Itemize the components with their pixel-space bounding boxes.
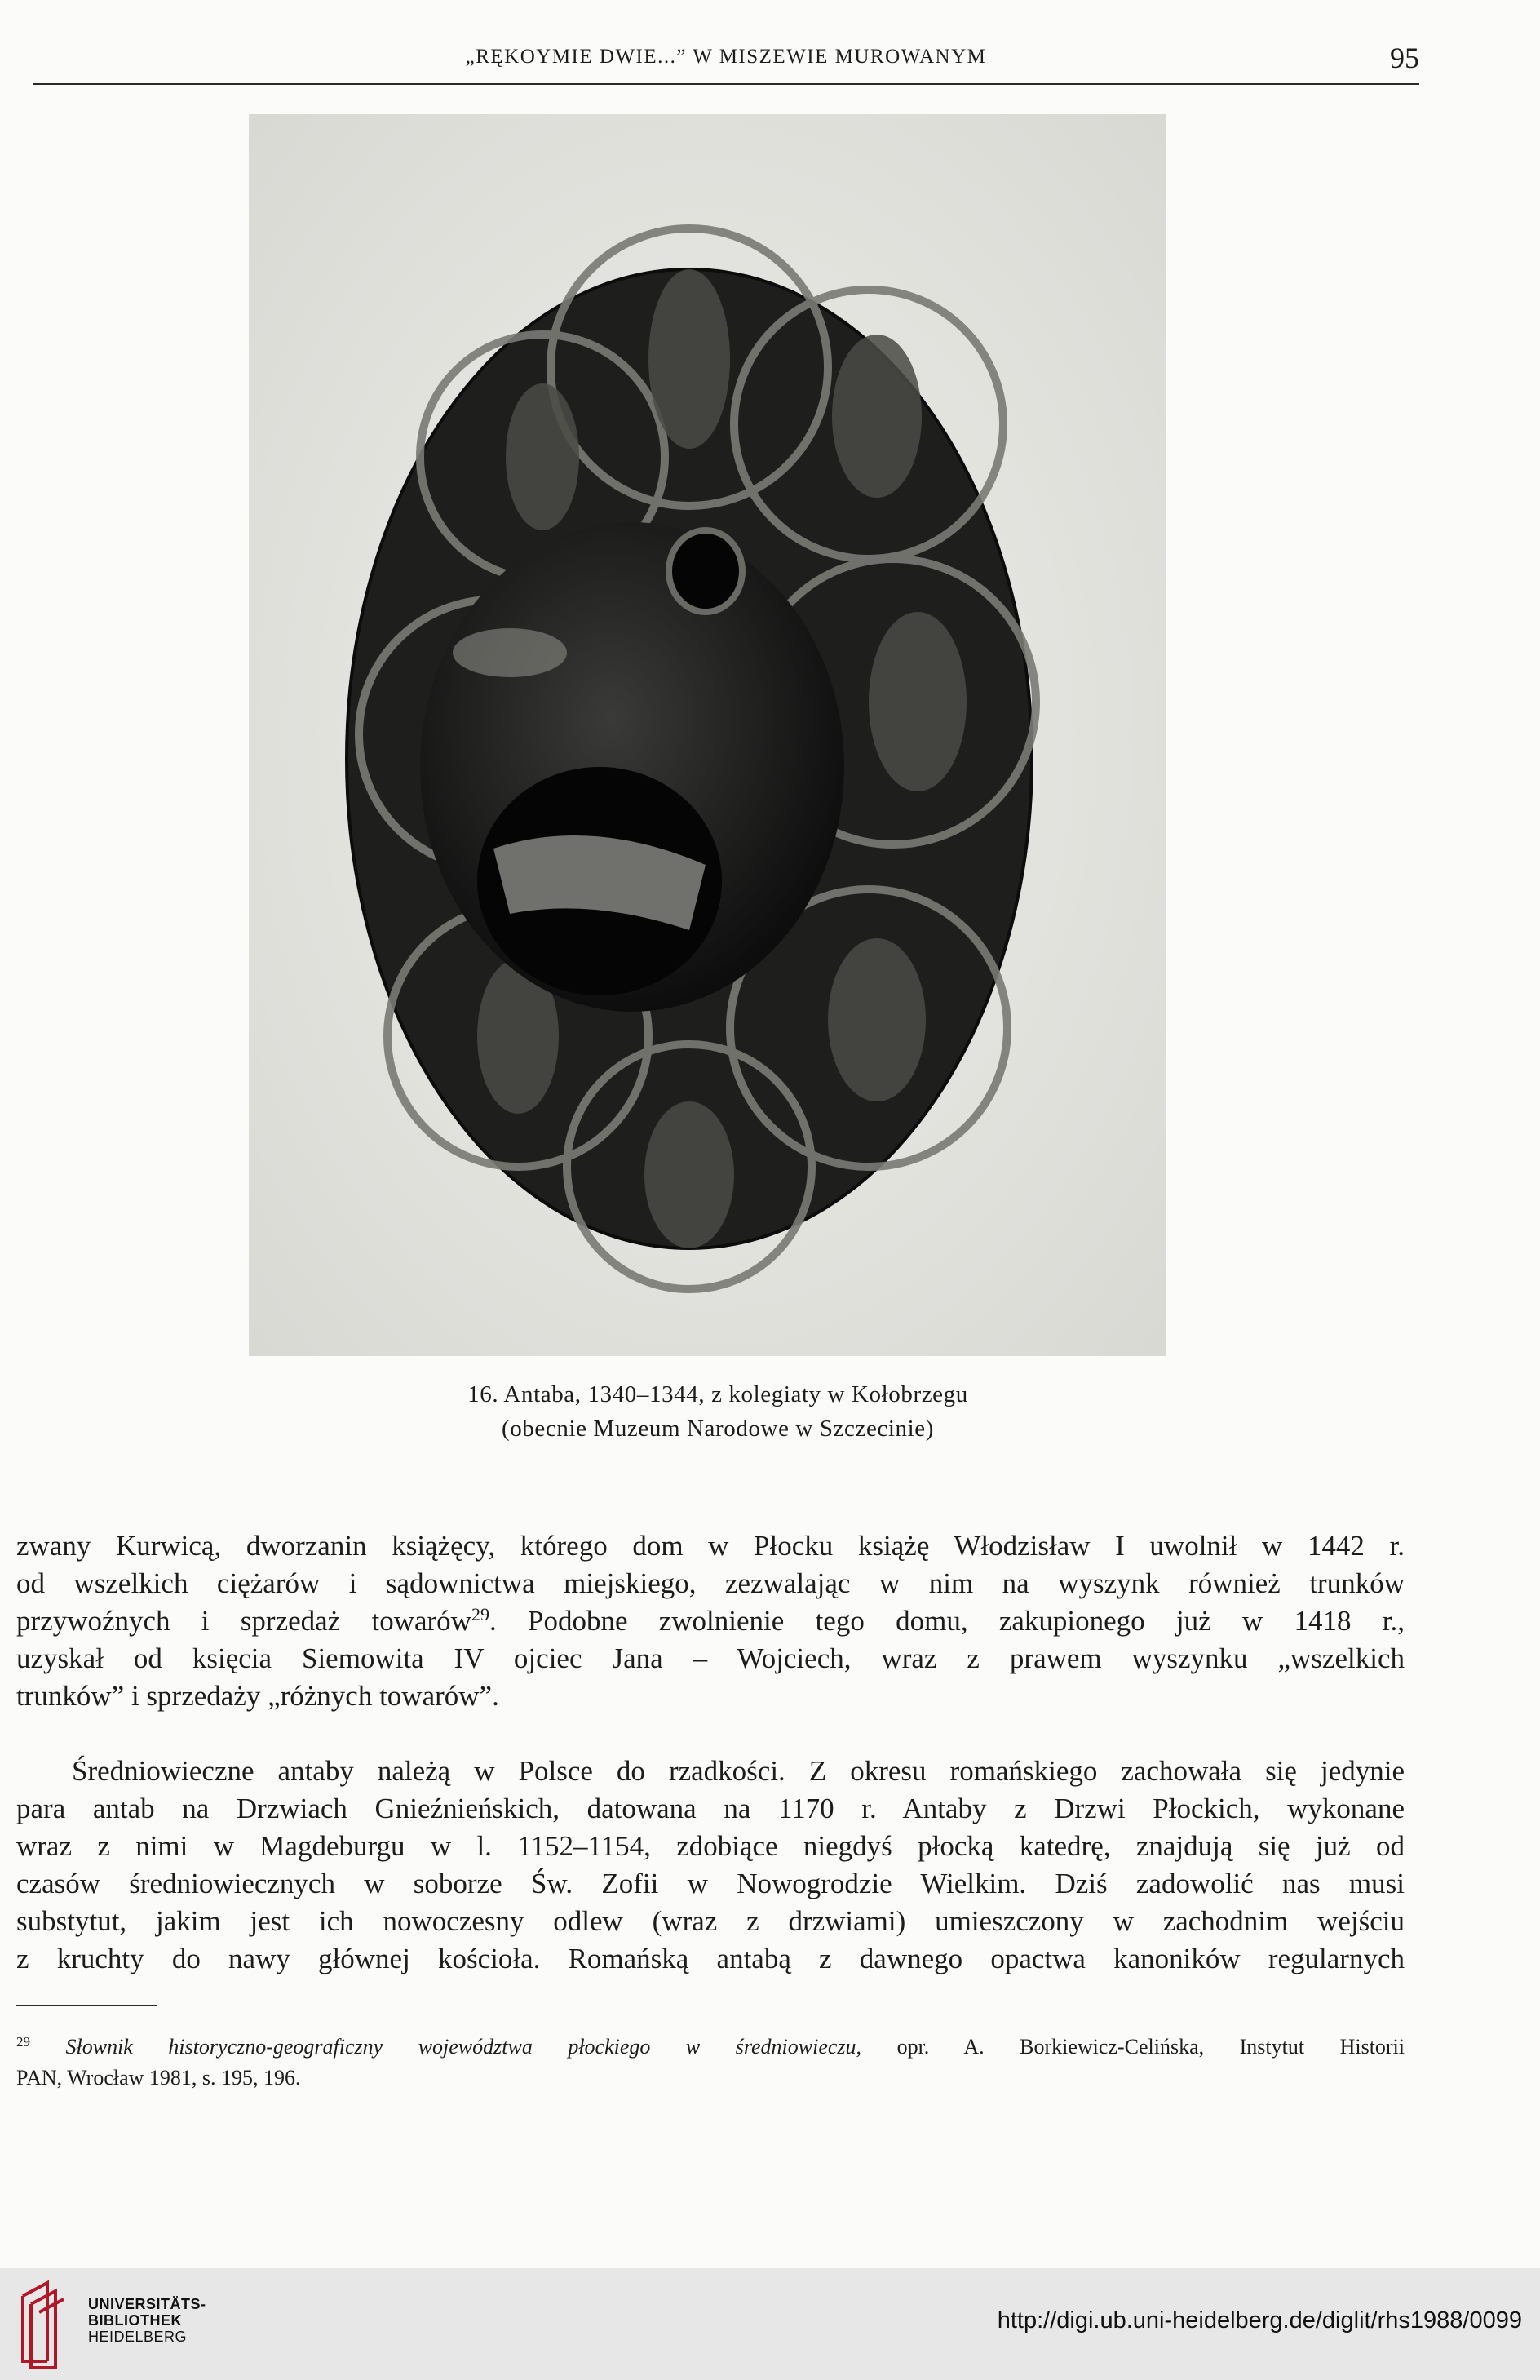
text-line: od wszelkich ciężarów i sądownictwa miejskiego, zezwalając w nim na wyszynk również trunków bbox=[16, 1567, 1405, 1599]
running-header bbox=[33, 41, 1419, 83]
footnote-text: opr. A. Borkiewicz-Celińska, Instytut Historii bbox=[896, 2035, 1405, 2059]
library-banner bbox=[0, 2268, 1540, 2380]
text-line: wraz z nimi w Magdeburgu w l. 1152–1154, zdobiące niegdyś płocką katedrę, znajdują się już od bbox=[16, 1830, 1405, 1862]
text-line: substytut, jakim jest ich nowoczesny odlew (wraz z drzwiami) umieszczony w zachodnim wejściu bbox=[16, 1905, 1405, 1937]
library-logo-text bbox=[88, 2296, 206, 2345]
footnote-ref: 29 bbox=[471, 1604, 489, 1624]
footnote-rule bbox=[16, 2005, 157, 2006]
figure-photograph bbox=[249, 114, 1166, 1356]
text-line: uzyskał od księcia Siemowita IV ojciec Jana – Wojciech, wraz z prawem wyszynku „wszelkich bbox=[16, 1642, 1405, 1674]
header-rule bbox=[33, 83, 1419, 85]
text-line: para antab na Drzwiach Gnieźnieńskich, datowana na 1170 r. Antaby z Drzwi Płockich, wykonane bbox=[16, 1793, 1405, 1824]
source-url-link[interactable]: http://digi.ub.uni-heidelberg.de/diglit/rhs1988/0099 bbox=[997, 2307, 1522, 2333]
footnote-line: PAN, Wrocław 1981, s. 195, 196. bbox=[16, 2066, 301, 2090]
text-line: zwany Kurwicą, dworzanin książęcy, którego dom w Płocku książę Włodzisław I uwolnił w 1442 r. bbox=[16, 1530, 1405, 1562]
logo-line-1: UNIVERSITÄTS- bbox=[88, 2296, 206, 2312]
footnote-title: Słownik historyczno-geograficzny województwa płockiego w średniowieczu, bbox=[65, 2035, 862, 2059]
footnote-number: 29 bbox=[16, 2034, 30, 2050]
page-number: 95 bbox=[1390, 42, 1419, 74]
text-span: przywoźnych i sprzedaż towarów bbox=[16, 1605, 471, 1637]
logo-line-3: HEIDELBERG bbox=[88, 2329, 188, 2345]
text-line: z kruchty do nawy głównej kościoła. Romańską antabą z dawnego opactwa kanoników regularnych bbox=[16, 1943, 1405, 1974]
figure-caption-line-2: (obecnie Muzeum Narodowe w Szczecinie) bbox=[501, 1416, 935, 1442]
running-title: „RĘKOYMIE DWIE...” W MISZEWIE MUROWANYM bbox=[465, 46, 987, 68]
text-line: trunków” i sprzedaży „różnych towarów”. bbox=[16, 1680, 499, 1712]
lion-head bbox=[420, 522, 844, 1012]
door-knocker-photo bbox=[249, 114, 1166, 1356]
logo-line-2: BIBLIOTHEK bbox=[88, 2312, 182, 2329]
text-line: Średniowieczne antaby należą w Polsce do rzadkości. Z okresu romańskiego zachowała się jedynie bbox=[72, 1755, 1405, 1787]
library-logo-icon bbox=[18, 2280, 78, 2371]
text-line bbox=[16, 1602, 1405, 1640]
text-span: . Podobne zwolnienie tego domu, zakupionego już w 1418 r., bbox=[489, 1605, 1405, 1637]
footnote-line bbox=[16, 2032, 1405, 2063]
text-line: czasów średniowiecznych w soborze Św. Zofii w Nowogrodzie Wielkim. Dziś zadowolić nas musi bbox=[16, 1868, 1405, 1899]
figure-caption-line-1: 16. Antaba, 1340–1344, z kolegiaty w Kołobrzegu bbox=[467, 1381, 968, 1407]
